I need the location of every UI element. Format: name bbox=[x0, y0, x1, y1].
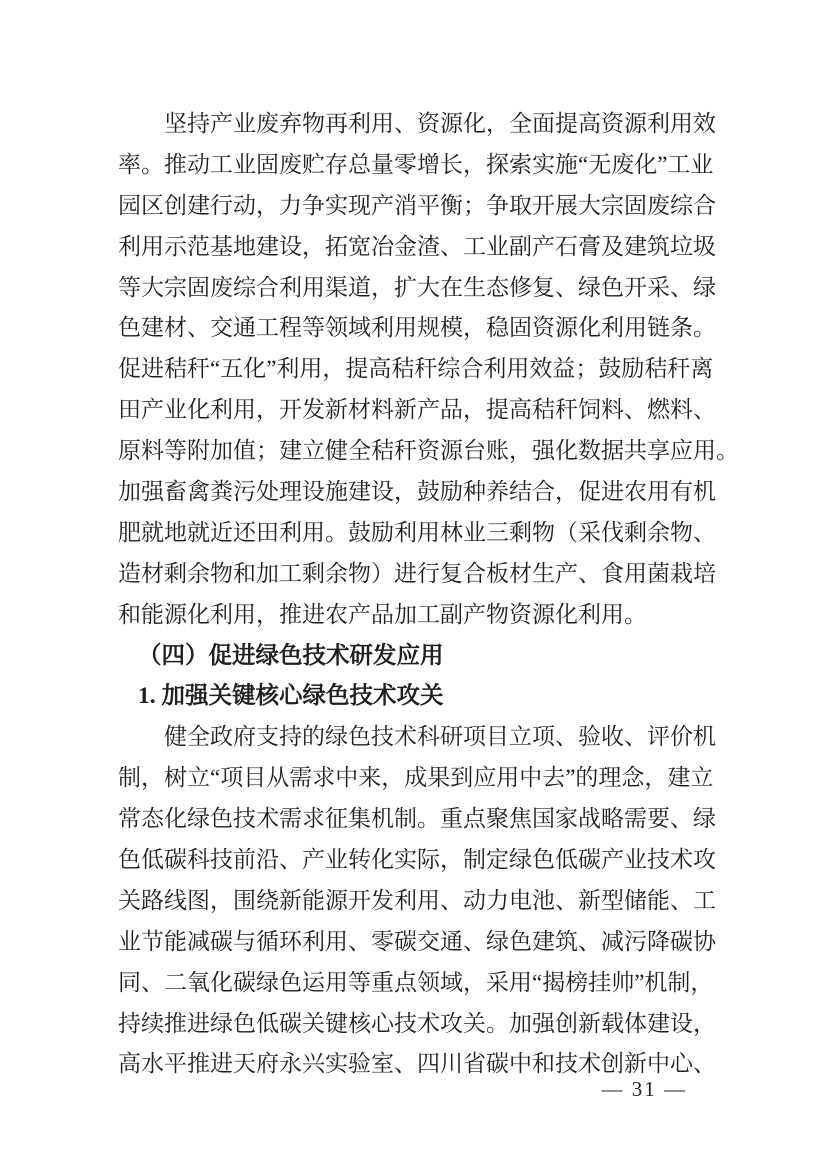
text-line: 同、二氧化碳绿色运用等重点领域，采用“揭榜挂帅”机制， bbox=[118, 969, 714, 995]
text-line: 常态化绿色技术需求征集机制。重点聚焦国家战略需要、绿 bbox=[118, 806, 716, 832]
text-line: 制，树立“项目从需求中来，成果到应用中去”的理念，建立 bbox=[118, 765, 714, 791]
text-line: 等大宗固废综合利用渠道，扩大在生态修复、绿色开采、绿 bbox=[118, 274, 716, 300]
text-line: 率。推动工业固废贮存总量零增长，探索实施“无废化”工业 bbox=[118, 151, 714, 177]
section-heading: （四）促进绿色技术研发应用 bbox=[137, 642, 444, 669]
text-line: 利用示范基地建设，拓宽冶金渣、工业副产石膏及建筑垃圾 bbox=[118, 233, 716, 259]
text-line: 园区创建行动，力争实现产消平衡；争取开展大宗固废综合 bbox=[118, 192, 716, 218]
text-line: 促进秸秆“五化”利用，提高秸秆综合利用效益；鼓励秸秆离 bbox=[118, 356, 714, 382]
text-line: 持续推进绿色低碳关键核心技术攻关。加强创新载体建设， bbox=[118, 1010, 716, 1036]
text-line: 造材剩余物和加工剩余物）进行复合板材生产、食用菌栽培 bbox=[118, 560, 716, 586]
text-line: 健全政府支持的绿色技术科研项目立项、验收、评价机 bbox=[164, 724, 716, 750]
text-line: 色建材、交通工程等领域利用规模，稳固资源化利用链条。 bbox=[118, 315, 716, 341]
text-line: 色低碳科技前沿、产业转化实际，制定绿色低碳产业技术攻 bbox=[118, 847, 716, 873]
text-line: 田产业化利用，开发新材料新产品，提高秸秆饲料、燃料、 bbox=[118, 397, 716, 423]
subsection-heading: 1. 加强关键核心绿色技术攻关 bbox=[137, 683, 444, 710]
text-line: 原料等附加值；建立健全秸秆资源台账，强化数据共享应用。 bbox=[118, 438, 739, 464]
text-line: 坚持产业废弃物再利用、资源化，全面提高资源利用效 bbox=[164, 111, 716, 136]
page-number: — 31 — bbox=[601, 1077, 687, 1101]
text-line: 高水平推进天府永兴实验室、四川省碳中和技术创新中心、 bbox=[118, 1051, 716, 1077]
document-body bbox=[118, 104, 739, 1085]
text-line: 关路线图，围绕新能源开发利用、动力电池、新型储能、工 bbox=[118, 887, 716, 913]
text-line: 业节能减碳与循环利用、零碳交通、绿色建筑、减污降碳协 bbox=[118, 928, 716, 954]
text-line: 和能源化利用，推进农产品加工副产物资源化利用。 bbox=[118, 601, 647, 627]
text-line: 加强畜禽粪污处理设施建设，鼓励种养结合，促进农用有机 bbox=[118, 479, 716, 505]
text-line: 肥就地就近还田利用。鼓励利用林业三剩物（采伐剩余物、 bbox=[118, 519, 716, 545]
